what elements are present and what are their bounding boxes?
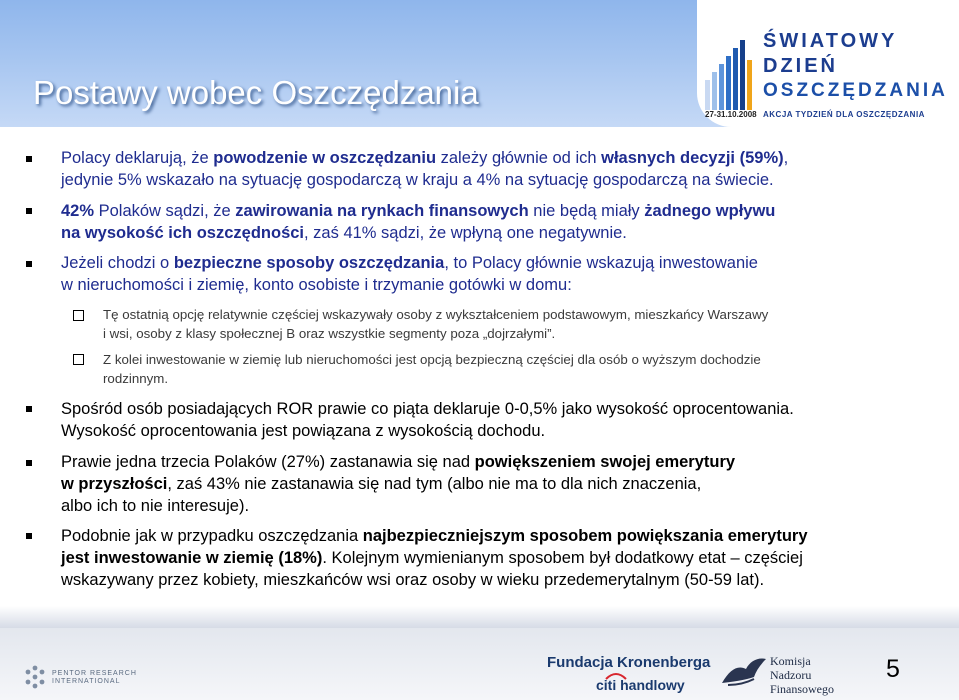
bullet-2-line-2 bbox=[61, 222, 775, 244]
bullet-5-line-3 bbox=[61, 495, 735, 517]
logo-tagline: AKCJA TYDZIEŃ DLA OSZCZĘDZANIA bbox=[763, 110, 925, 119]
pentor-logo-text: PENTOR RESEARCH INTERNATIONAL bbox=[52, 670, 137, 685]
text-run: . Kolejnym wymienianym sposobem był dodatkowy etat – częściej bbox=[322, 549, 803, 567]
bullet-text-3 bbox=[61, 252, 758, 296]
bullet-6-line-3 bbox=[61, 569, 808, 591]
text-run: Polaków sądzi, że bbox=[98, 202, 236, 220]
subbullet-2-line-1: Z kolei inwestowanie w ziemię lub nieruchomości jest opcją bezpieczną częściej dla osób o wyższym dochodzie bbox=[103, 352, 761, 367]
text-run: Jeżeli chodzi o bbox=[61, 254, 174, 272]
bullet-5-line-1 bbox=[61, 451, 735, 473]
logo-text-oszczedzania: OSZCZĘDZANIA bbox=[763, 80, 948, 101]
bullet-marker bbox=[26, 460, 32, 466]
checkbox-bullet-icon bbox=[73, 354, 84, 365]
slide-title: Postawy wobec Oszczędzania bbox=[33, 74, 479, 111]
bullet-2-line-1 bbox=[61, 200, 775, 222]
bullet-marker bbox=[26, 156, 32, 162]
text-run: albo ich to nie interesuje). bbox=[61, 497, 250, 515]
subbullet-1-line-2: i wsi, osoby z klasy społecznej B oraz wszystkie segmenty poza „dojrzałymi”. bbox=[103, 326, 556, 341]
bullet-1-line-2 bbox=[61, 169, 788, 191]
text-run-bold: w przyszłości bbox=[61, 475, 168, 493]
text-run: wskazywany przez kobiety, mieszkańców wsi oraz osoby w wieku przedemerytalnym (50-59 lat). bbox=[61, 571, 765, 589]
text-run-bold: najbezpieczniejszym sposobem powiększania emerytury bbox=[362, 527, 808, 545]
footer-separator bbox=[0, 606, 959, 628]
text-run-bold: żadnego wpływu bbox=[644, 202, 776, 220]
bullet-6-line-1 bbox=[61, 525, 808, 547]
pentor-logo-icon bbox=[22, 664, 48, 690]
text-run: jedynie 5% wskazało na sytuację gospodarczą w kraju a 4% na sytuację gospodarczą na świecie. bbox=[61, 171, 774, 189]
text-run: w nieruchomości i ziemię, konto osobiste i trzymanie gotówki w domu: bbox=[61, 276, 572, 294]
bullet-marker bbox=[26, 261, 32, 267]
text-run: , zaś 41% sądzi, że wpłyną one negatywnie. bbox=[304, 224, 627, 242]
knf-logo-text bbox=[770, 654, 860, 696]
citi-handlowy-logo: citi handlowy bbox=[596, 677, 685, 693]
bullet-4-line-1: Spośród osób posiadających ROR prawie co piąta deklaruje 0-0,5% jako wysokość oprocentowania. bbox=[61, 400, 794, 418]
text-run: Prawie jedna trzecia Polaków (27%) zastanawia się nad bbox=[61, 453, 475, 471]
text-run-bold: jest inwestowanie w ziemię (18%) bbox=[61, 549, 323, 567]
fundacja-kronenberga-logo: Fundacja Kronenberga bbox=[547, 654, 711, 671]
subbullet-2-line-2: rodzinnym. bbox=[103, 371, 169, 386]
logo-dates: 27-31.10.2008 bbox=[705, 110, 757, 119]
logo-text-dzien: DZIEŃ bbox=[763, 55, 838, 77]
text-run: , bbox=[783, 149, 789, 167]
bullet-marker bbox=[26, 406, 32, 412]
logo-text-swiatowy: ŚWIATOWY bbox=[763, 30, 898, 52]
text-run: , to Polacy głównie wskazują inwestowanie bbox=[444, 254, 758, 272]
checkbox-bullet-icon bbox=[73, 310, 84, 321]
bullet-text-5 bbox=[61, 451, 735, 517]
text-run: Polacy deklarują, że bbox=[61, 149, 214, 167]
bullet-marker bbox=[26, 533, 32, 539]
bullet-marker bbox=[26, 208, 32, 214]
bullet-text-6 bbox=[61, 525, 808, 591]
knf-eagle-icon bbox=[720, 655, 768, 695]
text-run-bold: na wysokość ich oszczędności bbox=[61, 224, 305, 242]
subbullet-text-2 bbox=[103, 350, 761, 388]
text-run: zależy głównie od ich bbox=[436, 149, 602, 167]
bullet-4-line-2: Wysokość oprocentowania jest powiązana z wysokością dochodu. bbox=[61, 422, 546, 440]
subbullet-text-1 bbox=[103, 305, 768, 343]
bullet-text-4 bbox=[61, 398, 794, 442]
text-run: nie będą miały bbox=[528, 202, 645, 220]
knf-line-3: Finansowego bbox=[770, 682, 834, 696]
text-run-bold: powodzenie w oszczędzaniu bbox=[213, 149, 437, 167]
text-run-bold: własnych decyzji (59%) bbox=[601, 149, 784, 167]
text-run-bold: bezpieczne sposoby oszczędzania bbox=[173, 254, 445, 272]
text-run: , zaś 43% nie zastanawia się nad tym (albo nie ma to dla nich znaczenia, bbox=[167, 475, 702, 493]
bullet-5-line-2 bbox=[61, 473, 735, 495]
bullet-1-line-1 bbox=[61, 147, 788, 169]
text-run: Podobnie jak w przypadku oszczędzania bbox=[61, 527, 363, 545]
knf-line-2: Nadzoru bbox=[770, 668, 812, 682]
subbullet-1-line-1: Tę ostatnią opcję relatywnie częściej wskazywały osoby z wykształceniem podstawowym, mieszkańcy Warszawy bbox=[103, 307, 769, 322]
bullet-3-line-1 bbox=[61, 252, 758, 274]
knf-line-1: Komisja bbox=[770, 654, 811, 668]
bullet-6-line-2 bbox=[61, 547, 808, 569]
text-run-bold: zawirowania na rynkach finansowych bbox=[235, 202, 529, 220]
bullet-3-line-2 bbox=[61, 274, 758, 296]
text-run-bold: powiększeniem swojej emerytury bbox=[474, 453, 736, 471]
bullet-text-1 bbox=[61, 147, 788, 191]
page-number: 5 bbox=[886, 655, 900, 683]
bullet-text-2 bbox=[61, 200, 775, 244]
text-run-bold: 42% bbox=[61, 202, 99, 220]
